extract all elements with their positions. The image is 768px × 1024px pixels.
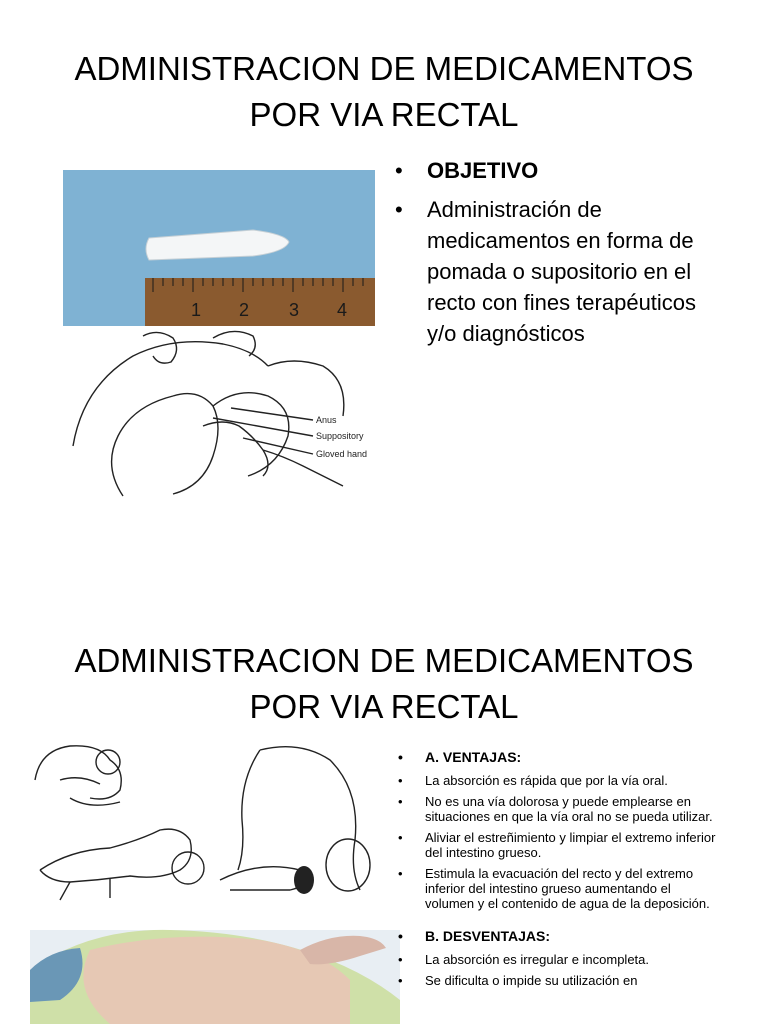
ruler-number-1: 1: [191, 300, 202, 320]
bullet-advantage-4: • Estimula la evacuación del recto y del extremo inferior del intestino grueso aumentando el volumen y el contenido de agua de la deposición.: [398, 866, 718, 911]
slide-2: [0, 600, 768, 1024]
slide-1-title-line-1: ADMINISTRACION DE MEDICAMENTOS: [74, 50, 694, 87]
bullet-advantage-2: • No es una vía dolorosa y puede emplearse en situaciones en que la vía oral no se pueda utilizar.: [398, 794, 718, 824]
slide-1-title-line-2: POR VIA RECTAL: [249, 96, 519, 133]
bullet-disadvantage-1: • La absorción es irregular e incompleta.: [398, 952, 718, 967]
bullet-advantage-3: • Aliviar el estreñimiento y limpiar el extremo inferior del intestino grueso.: [398, 830, 718, 860]
objective-bullets: [395, 155, 725, 357]
slide-1-title: [0, 46, 768, 138]
ruler-number-3: 3: [289, 300, 300, 320]
slide-2-title: [0, 638, 768, 730]
label-suppository: Suppository: [316, 431, 364, 441]
bullet-objective-text: • Administración de medicamentos en forma de pomada o supositorio en el recto con fines terapéuticos y/o diagnósticos: [395, 194, 725, 349]
label-anus: Anus: [316, 415, 337, 425]
suppository-insertion-drawing: [63, 326, 380, 500]
bullet-advantages-heading: • A. VENTAJAS:: [398, 750, 718, 765]
label-gloved-hand: Gloved hand: [316, 449, 368, 459]
slide-2-title-line-2: POR VIA RECTAL: [249, 688, 519, 725]
ruler-number-4: 4: [337, 300, 348, 320]
bullet-objective-heading: • OBJETIVO: [395, 155, 725, 186]
bullet-disadvantages-heading: • B. DESVENTAJAS:: [398, 929, 718, 944]
slide-2-title-line-1: ADMINISTRACION DE MEDICAMENTOS: [74, 642, 694, 679]
bullet-disadvantage-2: • Se dificulta o impide su utilización en: [398, 973, 718, 988]
patient-position-drawings: [30, 740, 400, 1024]
advantages-disadvantages-bullets: [398, 750, 718, 994]
suppository-photo: [63, 170, 375, 326]
bullet-advantage-1: • La absorción es rápida que por la vía oral.: [398, 773, 718, 788]
ruler-number-2: 2: [239, 300, 250, 320]
